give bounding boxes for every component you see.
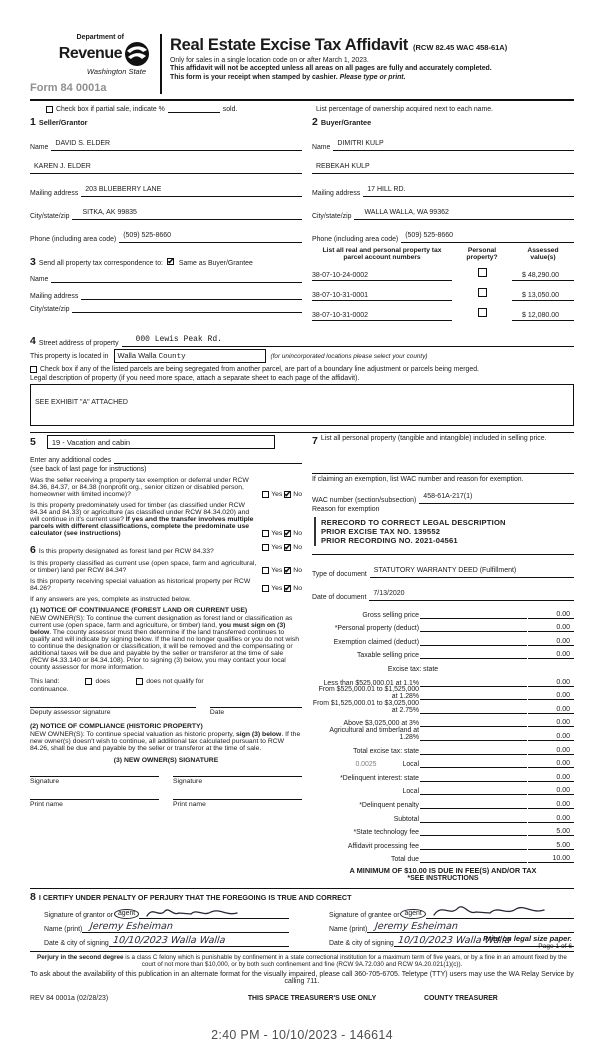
rerecord-stamp-line3: PRIOR RECORDING NO. 2021-04561 <box>321 536 458 545</box>
notice2-title: (2) NOTICE OF COMPLIANCE (HISTORIC PROPERTY) <box>30 723 203 730</box>
header <box>30 34 574 94</box>
minimum-fee-note: A MINIMUM OF $10.00 IS DUE IN FEE(S) AND/OR TAX <box>349 866 537 876</box>
grantor-date-field[interactable] <box>109 935 289 947</box>
fee-label: Exemption claimed (deduct) <box>333 638 419 646</box>
notice2-body-b: sign (3) below <box>236 731 282 738</box>
additional-codes-field[interactable] <box>114 455 302 464</box>
fee-value[interactable]: 5.00 <box>528 828 574 836</box>
fee-label: *State technology fee <box>353 829 419 837</box>
land-does-not-checkbox[interactable] <box>136 678 143 685</box>
seller-name2-value: KAREN J. ELDER <box>34 163 91 170</box>
grantee-signature-scribble-icon <box>432 902 552 920</box>
notice1-title: (1) NOTICE OF CONTINUANCE (FOREST LAND OR CURRENT USE) <box>30 607 248 614</box>
notice1-body-b: you must sign on (3) below <box>30 622 286 636</box>
grantee-date-label: Date & city of signing <box>329 940 394 948</box>
form-number: Form 84 0001a <box>30 82 107 94</box>
doc-type-label: Type of document <box>312 571 367 578</box>
grantor-signature-label: Signature of grantor or <box>44 912 113 920</box>
assessed-value-field[interactable]: $ 48,290.00 <box>512 272 574 281</box>
wa-state-label: Washington State <box>86 67 146 76</box>
legal-description-label: Legal description of property (if you need more space, attach a separate sheet to each page of the affidavit). <box>30 375 360 382</box>
header-note-1: Only for sales in a single location code on or after March 1, 2023. <box>170 56 369 64</box>
if-any-note: If any answers are yes, complete as instructed below. <box>30 596 191 603</box>
street-address-value: 000 Lewis Peak Rd. <box>135 335 222 344</box>
no-label: No <box>293 491 302 498</box>
segregated-label: Check box if any of the listed parcels are being segregated from another parcel, are part of a boundary line adjustment or parcels being merged. <box>40 366 479 373</box>
street-address-label: Street address of property <box>38 340 119 347</box>
segregated-checkbox[interactable] <box>30 366 37 373</box>
fee-value[interactable]: 0.00 <box>528 624 574 632</box>
alt-format-paragraph: To ask about the availability of this publication in an alternate format for the visually impaired, please call 360-705-6705. Teletype (TTY) users may use the WA Relay Service by calling 711. <box>30 971 574 986</box>
parcel-row <box>312 263 574 281</box>
new-owners-signature-title: (3) NEW OWNER(S) SIGNATURE <box>113 757 219 764</box>
yes-label: Yes <box>271 530 283 537</box>
fee-value[interactable]: 0.00 <box>528 801 574 809</box>
s6-q3-yes-checkbox[interactable] <box>262 585 269 592</box>
rerecord-stamp-line2: PRIOR EXCISE TAX NO. 139552 <box>321 527 441 536</box>
seller-name2-field[interactable] <box>30 155 302 174</box>
ownership-note: List percentage of ownership acquired next to each name. <box>316 106 493 113</box>
parcel-number-field[interactable]: 38-07-10-31-0001 <box>312 292 452 301</box>
land-does-checkbox[interactable] <box>85 678 92 685</box>
partial-sale-suffix: sold. <box>222 106 238 113</box>
fee-value[interactable]: 0.00 <box>528 733 574 741</box>
buyer-phone-label: Phone (including area code) <box>312 236 399 243</box>
section-divider <box>30 432 574 433</box>
county-typed-value: County <box>158 353 186 361</box>
fee-value[interactable]: 5.00 <box>528 842 574 850</box>
rev-number: REV 84 0001a (02/28/23) <box>30 995 109 1003</box>
buyer-address-value: 17 HILL RD. <box>367 186 406 193</box>
county-value: Walla Walla <box>117 351 157 360</box>
buyer-name-label: Name <box>312 144 331 151</box>
same-as-buyer-label: Same as Buyer/Grantee <box>178 260 253 267</box>
parcel-col2b: property? <box>466 254 498 261</box>
personal-property-checkbox[interactable] <box>478 288 487 297</box>
seller-phone-value: (509) 525-8660 <box>123 232 172 239</box>
notice1-body-a: NEW OWNER(S): To continue the current designation as forest land or classification as current use (open space, farm and agriculture, or timber) land, <box>30 615 293 629</box>
fee-label: Local <box>402 761 419 769</box>
s6-q3-no-checkbox[interactable] <box>284 585 291 592</box>
agency-block <box>30 34 158 94</box>
partial-sale-checkbox[interactable] <box>46 106 53 113</box>
grantor-print-label: Name (print) <box>44 926 83 934</box>
seller-address-label: Mailing address <box>30 190 79 197</box>
see-instructions-note: *SEE INSTRUCTIONS <box>407 875 479 883</box>
section8-number: 8 <box>30 891 36 904</box>
section2-number: 2 <box>312 116 318 128</box>
treasurer-space-label: THIS SPACE TREASURER'S USE ONLY <box>247 995 377 1003</box>
perjury-rest: is a class C felony which is punishable by confinement in a state correctional institution for a maximum term of five years, or by a fine in an amount fixed by the court of not more than $10,000, or by both such confinement and fine (RCW 9A.72.030 and RCW 9A.20.021(1)(c)). <box>123 954 567 969</box>
corr-name-field[interactable] <box>51 274 302 283</box>
s6-q1-yes-checkbox[interactable] <box>262 544 269 551</box>
certify-statement: I CERTIFY UNDER PENALTY OF PERJURY THAT THE FOREGOING IS TRUE AND CORRECT <box>38 893 352 903</box>
parcel-col1-header: List all real and personal property tax parcel account numbers <box>322 247 442 261</box>
same-as-buyer-checkbox[interactable] <box>167 258 174 265</box>
corr-city-label: City/state/zip <box>30 306 70 313</box>
deputy-date-line[interactable] <box>210 707 302 716</box>
buyer-city-field[interactable] <box>354 201 574 220</box>
land-use-code-value: 19 - Vacation and cabin <box>51 437 131 447</box>
page-title: Real Estate Excise Tax Affidavit <box>170 36 409 54</box>
wac-label: WAC number (section/subsection) <box>312 497 417 504</box>
assessed-value-field[interactable]: $ 13,050.00 <box>512 292 574 301</box>
located-in-label: This property is located in <box>30 352 109 360</box>
grantor-print-field[interactable] <box>82 921 289 933</box>
perjury-paragraph <box>30 951 574 968</box>
print-name-label: Print name <box>30 801 63 808</box>
s5-question1: Was the seller receiving a property tax exemption or deferral under RCW 84.36, 84.37, or 84.38 (nonprofit org., senior citizen or disabled person, homeowner with limited income)? <box>30 477 249 498</box>
perjury-bold: Perjury in the second degree <box>37 954 124 962</box>
fee-label: Affidavit processing fee <box>347 842 419 850</box>
reason-label: Reason for exemption <box>312 506 380 513</box>
parcel-number-field[interactable]: 38-07-10-31-0002 <box>312 312 452 321</box>
yes-label: Yes <box>271 491 283 498</box>
corr-address-field[interactable] <box>81 291 302 300</box>
notice1-body-c: . The county assessor must then determine if the land transferred continues to qualify and will indicate by signing below. If the land no longer qualifies or you do not wish to continue the designation or classification, it will be removed and the compensating or additional taxes will be due and payable by the seller or transferor at the time of sale (RCW 84.33.140 or 84.34.108). Prior to signing (3) below, you may contact your local county assessor for more information. <box>30 629 300 671</box>
buyer-address-field[interactable] <box>363 178 574 197</box>
doc-type-field[interactable] <box>370 559 574 578</box>
parcel-number-field[interactable]: 38-07-10-24-0002 <box>312 272 452 281</box>
rerecord-stamp-line1: RERECORD TO CORRECT LEGAL DESCRIPTION <box>321 518 506 527</box>
deputy-assessor-signature-line[interactable] <box>30 707 196 716</box>
s6-q2-no-checkbox[interactable] <box>284 567 291 574</box>
local-rate: 0.0025 <box>355 761 377 769</box>
no-label: No <box>293 544 302 551</box>
land-use-code-select[interactable] <box>47 435 275 449</box>
signature-label: Signature <box>173 778 203 785</box>
fee-value[interactable]: 0.00 <box>528 651 574 659</box>
dept-of-label: Department of <box>76 34 124 41</box>
owner-print-name-line-1[interactable] <box>30 799 159 808</box>
seller-phone-field[interactable] <box>119 224 302 243</box>
parcel-col3a: Assessed <box>527 247 559 254</box>
s6-question2: Is this property classified as current use (open space, farm and agricultural, or timber) land per RCW 84.34? <box>30 560 257 574</box>
owner-signature-line-1[interactable] <box>30 776 159 785</box>
fee-value[interactable]: 0.00 <box>528 774 574 782</box>
seller-name-label: Name <box>30 144 49 151</box>
parcel-col3b: value(s) <box>530 254 556 261</box>
grantee-agent-circled: agent <box>400 909 425 919</box>
s6-q2-yes-checkbox[interactable] <box>262 567 269 574</box>
grantee-print-label: Name (print) <box>329 926 368 934</box>
s6-q1-no-checkbox[interactable] <box>284 544 291 551</box>
grantor-date-value: 10/10/2023 Walla Walla <box>112 935 226 947</box>
grantee-signature-field[interactable] <box>426 905 574 919</box>
yes-label: Yes <box>271 544 283 551</box>
buyer-address-label: Mailing address <box>312 190 361 197</box>
parcel-row <box>312 283 574 301</box>
deputy-date-label: Date <box>209 709 225 716</box>
s5-question2-bold: If yes and the transfer involves multiple parcels with different classifications, complete the predominate use calculator (see instructions) <box>30 516 254 537</box>
revenue-logo-icon <box>124 41 150 67</box>
s5-q2-yes-checkbox[interactable] <box>262 530 269 537</box>
s5-q1-yes-checkbox[interactable] <box>262 491 269 498</box>
section7-number: 7 <box>312 435 318 447</box>
county-treasurer-label: COUNTY TREASURER <box>424 995 498 1003</box>
print-note: Print on legal size paper. <box>482 934 572 943</box>
cashier-stamp: 2:40 PM - 10/10/2023 - 146614 <box>211 1028 393 1042</box>
fee-label: *Personal property (deduct) <box>334 625 419 633</box>
partial-sale-label: Check box if partial sale, indicate % <box>56 106 165 113</box>
grantor-agent-circled: agent <box>114 909 139 919</box>
section1-heading: Seller/Grantor <box>38 118 88 127</box>
yes-label: Yes <box>271 567 283 574</box>
buyer-city-label: City/state/zip <box>312 213 352 220</box>
excise-tax-heading: Excise tax: state <box>387 665 439 673</box>
fee-label: Local <box>402 788 419 796</box>
county-note: (for unincorporated locations please select your county) <box>270 352 428 360</box>
seller-address-field[interactable] <box>81 178 302 197</box>
grantee-date-value: 10/10/2023 Walla Walla <box>397 935 511 947</box>
does-not-label: does not qualify for <box>146 678 204 685</box>
personal-property-checkbox[interactable] <box>478 268 487 277</box>
seller-city-field[interactable] <box>72 201 302 220</box>
fee-label: From $525,000.01 to $1,525,000 at 1.28% <box>318 686 419 701</box>
s5-q1-no-checkbox[interactable] <box>284 491 291 498</box>
fee-value[interactable]: 0.00 <box>528 815 574 823</box>
corr-name-label: Name <box>30 276 49 283</box>
fee-label: Total excise tax: state <box>353 747 419 755</box>
header-divider <box>160 34 162 94</box>
yes-label: Yes <box>271 585 283 592</box>
fee-label: Gross selling price <box>362 611 419 619</box>
section6-number: 6 <box>30 544 36 556</box>
s5-question2: Is this property predominately used for timber (as classified under RCW 84.34 and 84.33) or agriculture (as classified under RCW 84.34.020) and will continue in it's current use? <box>30 502 250 523</box>
header-note-3: This form is your receipt when stamped by cashier. <box>170 73 338 81</box>
corr-address-label: Mailing address <box>30 293 79 300</box>
fee-value[interactable]: 0.00 <box>528 679 574 687</box>
deputy-assessor-label: Deputy assessor signature <box>30 709 111 716</box>
fee-label: Subtotal <box>393 815 419 823</box>
notice2-body-c: . If the new owner(s) doesn't wish to continue, all additional tax calculated pursuant to RCW 84.26, shall be due and payable by the seller or transferor at the time of sale. <box>30 731 301 752</box>
additional-codes-label: Enter any additional codes <box>30 457 112 464</box>
fee-label: From $1,525,000.01 to $3,025,000 at 2.75% <box>312 699 419 714</box>
seller-city-value: SITKA, AK 99835 <box>82 209 137 216</box>
fee-label: Agricultural and timberland at 1.28% <box>329 726 419 741</box>
fee-value[interactable]: 0.00 <box>528 760 574 768</box>
s6-question3: Is this property receiving special valuation as historical property per RCW 84.26? <box>30 578 251 592</box>
wac-field[interactable] <box>419 485 574 504</box>
doc-date-label: Date of document <box>312 594 367 601</box>
s6-question1: Is this property designated as forest land per RCW 84.33? <box>38 548 214 555</box>
buyer-city-value: WALLA WALLA, WA 99362 <box>364 209 449 216</box>
parcel-row <box>312 303 574 321</box>
no-label: No <box>293 585 302 592</box>
legal-description-field[interactable] <box>30 384 574 426</box>
section3-label: Send all property tax correspondence to: <box>38 260 163 267</box>
wac-value: 458-61A-217(1) <box>423 493 473 500</box>
doc-type-value: STATUTORY WARRANTY DEED (Fulfillment) <box>373 567 517 574</box>
buyer-name2-field[interactable] <box>312 155 574 174</box>
rerecord-stamp <box>314 517 574 546</box>
fee-value[interactable]: 0.00 <box>528 747 574 755</box>
signature-label: Signature <box>30 778 60 785</box>
legal-description-value: SEE EXHIBIT "A" ATTACHED <box>35 399 128 406</box>
header-note-2: This affidavit will not be accepted unless all areas on all pages are fully and accurately completed. <box>170 65 492 72</box>
section1-number: 1 <box>30 116 36 128</box>
fee-label: Total due <box>391 856 419 864</box>
fee-value[interactable]: 0.00 <box>528 692 574 700</box>
doc-date-field[interactable] <box>369 582 574 601</box>
fee-value[interactable]: 0.00 <box>528 719 574 727</box>
fee-label: Taxable selling price <box>356 652 419 660</box>
county-select[interactable] <box>114 349 266 363</box>
does-label: does <box>95 678 111 685</box>
buyer-name2-value: REBEKAH KULP <box>316 163 370 170</box>
seller-phone-label: Phone (including area code) <box>30 236 117 243</box>
fee-label: *Delinquent penalty <box>359 801 419 809</box>
parcel-table-header <box>312 247 574 261</box>
street-address-field[interactable] <box>122 328 574 347</box>
fee-label: Above $3,025,000 at 3% <box>343 720 419 728</box>
seller-address-value: 203 BLUEBERRY LANE <box>85 186 162 193</box>
this-land-label: This land: <box>30 678 60 685</box>
buyer-name-field[interactable] <box>333 132 574 151</box>
fee-value[interactable]: 0.00 <box>528 706 574 714</box>
notice2-body-a: NEW OWNER(S): To continue special valuation as historic property, <box>30 731 236 738</box>
seller-name-value: DAVID S. ELDER <box>55 140 111 147</box>
doc-date-value: 7/13/2020 <box>373 590 405 597</box>
exemption-note: If claiming an exemption, list WAC number and reason for exemption. <box>312 473 574 483</box>
grantor-print-value: Jeremy Esheiman <box>89 921 174 933</box>
revenue-wordmark: Revenue <box>58 45 122 62</box>
assessed-value-field[interactable]: $ 12,080.00 <box>512 312 574 321</box>
grantee-signature-label: Signature of grantee or <box>329 912 400 920</box>
grantee-print-value: Jeremy Esheiman <box>374 921 459 933</box>
grantor-signature-scribble-icon <box>145 904 255 920</box>
title-rcw: (RCW 82.45 WAC 458-61A) <box>413 43 508 52</box>
fee-value[interactable]: 0.00 <box>528 638 574 646</box>
no-label: No <box>293 567 302 574</box>
owner-signature-line-2[interactable] <box>173 776 302 785</box>
grantor-date-label: Date & city of signing <box>44 940 109 948</box>
no-label: No <box>293 530 302 537</box>
fee-label: Less than $525,000.01 at 1.1% <box>323 679 419 687</box>
seller-name-field[interactable] <box>51 132 302 151</box>
parcel-col2a: Personal <box>467 247 497 254</box>
fee-value[interactable]: 10.00 <box>528 855 574 863</box>
print-name-label: Print name <box>173 801 206 808</box>
grantor-signature-field[interactable] <box>139 905 289 919</box>
header-rule <box>30 99 574 101</box>
see-back-note: (see back of last page for instructions) <box>30 466 147 473</box>
owner-print-name-line-2[interactable] <box>173 799 302 808</box>
buyer-phone-field[interactable] <box>401 224 574 243</box>
section4-number: 4 <box>30 335 36 347</box>
buyer-name-value: DIMITRI KULP <box>337 140 384 147</box>
fee-value[interactable]: 0.00 <box>528 787 574 795</box>
s5-q2-no-checkbox[interactable] <box>284 530 291 537</box>
fee-label: *Delinquent interest: state <box>340 774 419 782</box>
personal-property-label: List all personal property (tangible and intangible) included in selling price. <box>320 435 547 442</box>
fee-value[interactable]: 0.00 <box>528 611 574 619</box>
continuance-label: continuance. <box>30 686 69 693</box>
seller-city-label: City/state/zip <box>30 213 70 220</box>
corr-city-field[interactable] <box>72 304 302 313</box>
section3-number: 3 <box>30 256 36 268</box>
section2-heading: Buyer/Grantee <box>320 118 372 127</box>
grantee-print-field[interactable] <box>367 921 574 933</box>
header-note-3-italic: Please type or print. <box>339 73 406 81</box>
personal-property-field[interactable] <box>312 447 574 473</box>
personal-property-checkbox[interactable] <box>478 308 487 317</box>
buyer-phone-value: (509) 525-8660 <box>405 232 454 239</box>
section5-number: 5 <box>30 436 36 448</box>
page-indicator: Page 1 of 6 <box>538 943 572 950</box>
